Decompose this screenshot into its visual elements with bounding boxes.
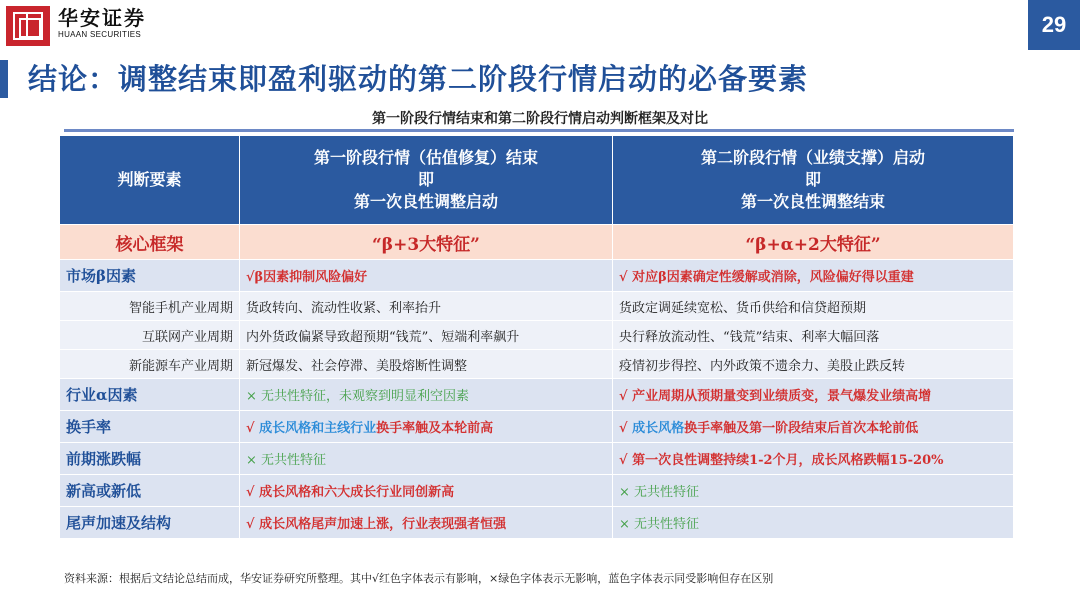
brand xyxy=(58,6,146,39)
header-stage2-line2: 即 xyxy=(804,170,821,189)
row-stage2: √ 产业周期从预期量变到业绩质变，景气爆发业绩高增 xyxy=(613,379,1014,411)
brand-name-cn: 华安证券 xyxy=(58,6,146,30)
table-row xyxy=(60,260,1014,292)
row-stage1 xyxy=(240,411,613,443)
row-stage2: 货政定调延续宽松、货币供给和信贷超预期 xyxy=(613,292,1014,321)
row-label: 智能手机产业周期 xyxy=(60,292,240,321)
check-mark: √ xyxy=(246,421,260,436)
header-stage2-line3: 第一次良性调整结束 xyxy=(740,192,885,211)
subtitle-divider xyxy=(64,129,1014,132)
table-row xyxy=(60,443,1014,475)
check-mark: √ xyxy=(619,421,633,436)
core-stage2: “β+α+2大特征” xyxy=(613,225,1014,260)
page-number: 29 xyxy=(1028,0,1080,50)
table-subtitle: 第一阶段行情结束和第二阶段行情启动判断框架及对比 xyxy=(372,111,708,127)
row-stage2-red: 换手率触及第一阶段结束后首次本轮前低 xyxy=(684,421,919,436)
row-stage2-blue: 成长风格 xyxy=(632,421,685,436)
row-stage1: √β因素抑制风险偏好 xyxy=(240,260,613,292)
table-row xyxy=(60,350,1014,379)
row-stage1: × 无共性特征 xyxy=(240,443,613,475)
table-row xyxy=(60,475,1014,507)
source-note: 资料来源：根据后文结论总结而成，华安证券研究所整理。其中√红色字体表示有影响，×绿色字体表示无影响，蓝色字体表示同受影响但存在区别 xyxy=(64,572,774,585)
row-label: 换手率 xyxy=(60,411,240,443)
table-header-row xyxy=(60,136,1014,225)
row-stage2: √ 对应β因素确定性缓解或消除，风险偏好得以重建 xyxy=(613,260,1014,292)
row-label: 互联网产业周期 xyxy=(60,321,240,350)
title-accent-bar xyxy=(0,60,8,98)
core-label: 核心框架 xyxy=(60,225,240,260)
header-stage1 xyxy=(240,136,613,225)
table-row xyxy=(60,292,1014,321)
brand-logo-icon xyxy=(6,6,50,46)
row-label: 尾声加速及结构 xyxy=(60,507,240,539)
row-label: 行业α因素 xyxy=(60,379,240,411)
table-row xyxy=(60,507,1014,539)
brand-name-en: HUAAN SECURITIES xyxy=(58,30,142,39)
header-stage1-line2: 即 xyxy=(417,170,434,189)
header-stage2-line1: 第二阶段行情（业绩支撑）启动 xyxy=(700,148,925,167)
row-stage1: √ 成长风格尾声加速上涨，行业表现强者恒强 xyxy=(240,507,613,539)
row-stage2: 央行释放流动性、“钱荒”结束、利率大幅回落 xyxy=(613,321,1014,350)
row-stage1: 新冠爆发、社会停滞、美股熔断性调整 xyxy=(240,350,613,379)
table-row xyxy=(60,321,1014,350)
row-stage2: × 无共性特征 xyxy=(613,507,1014,539)
row-stage1: 货政转向、流动性收紧、利率抬升 xyxy=(240,292,613,321)
header-stage1-line3: 第一次良性调整启动 xyxy=(353,192,498,211)
row-stage2: √ 第一次良性调整持续1-2个月，成长风格跌幅15-20% xyxy=(613,443,1014,475)
row-stage2 xyxy=(613,411,1014,443)
page-title: 结论：调整结束即盈利驱动的第二阶段行情启动的必备要素 xyxy=(28,62,809,96)
header-factor: 判断要素 xyxy=(60,136,240,225)
row-label: 市场β因素 xyxy=(60,260,240,292)
row-stage1: 内外货政偏紧导致超预期“钱荒”、短端利率飙升 xyxy=(240,321,613,350)
row-stage1-blue: 成长风格和主线行业 xyxy=(259,421,377,436)
comparison-table xyxy=(59,135,1014,539)
row-stage1-red: 换手率触及本轮前高 xyxy=(376,421,494,436)
row-stage2: 疫情初步得控、内外政策不遗余力、美股止跌反转 xyxy=(613,350,1014,379)
core-stage1: “β+3大特征” xyxy=(240,225,613,260)
table-row xyxy=(60,411,1014,443)
header-stage1-line1: 第一阶段行情（估值修复）结束 xyxy=(313,148,538,167)
row-label: 新能源车产业周期 xyxy=(60,350,240,379)
row-label: 新高或新低 xyxy=(60,475,240,507)
table-row xyxy=(60,225,1014,260)
row-stage1: √ 成长风格和六大成长行业同创新高 xyxy=(240,475,613,507)
header-stage2 xyxy=(613,136,1014,225)
table-row xyxy=(60,379,1014,411)
row-stage1: × 无共性特征，未观察到明显利空因素 xyxy=(240,379,613,411)
row-stage2: × 无共性特征 xyxy=(613,475,1014,507)
row-label: 前期涨跌幅 xyxy=(60,443,240,475)
